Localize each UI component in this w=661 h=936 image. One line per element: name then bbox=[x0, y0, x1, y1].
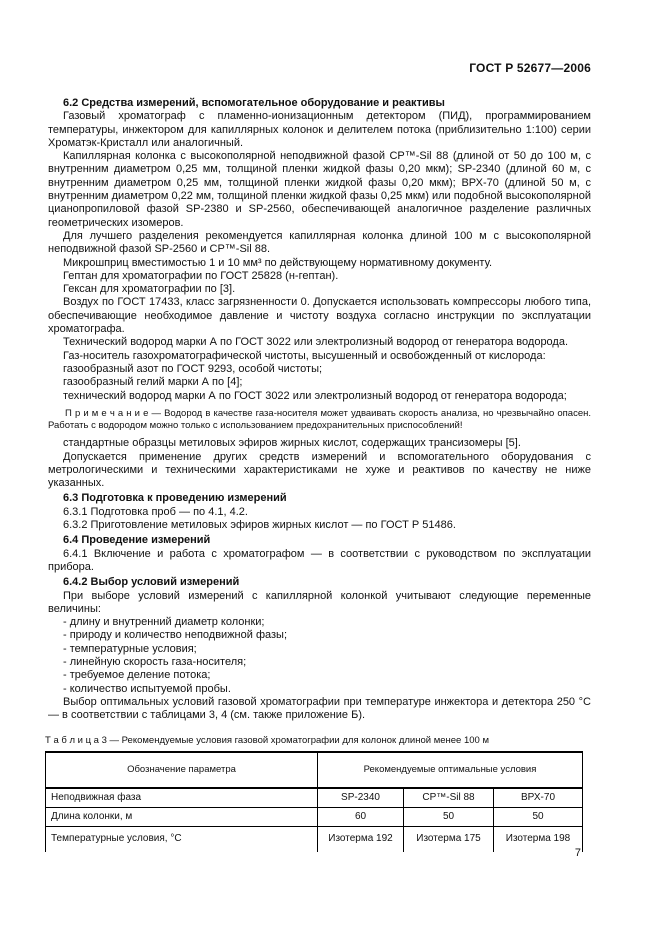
table-cell-value: 60 bbox=[318, 807, 404, 826]
paragraph: стандартные образцы метиловых эфиров жирных кислот, содержащих трансизомеры [5]. bbox=[63, 437, 521, 450]
page-number: 7 bbox=[574, 847, 581, 859]
paragraph: Для лучшего разделения рекомендуется капиллярная колонка длиной 100 м с высокополярной неподвижной фазой SP-2560 и CP™-Sil 88. bbox=[48, 229, 591, 256]
table-cell-value: 50 bbox=[404, 807, 494, 826]
list-item: - температурные условия; bbox=[63, 642, 197, 655]
list-item: - длину и внутренний диаметр колонки; bbox=[63, 616, 265, 629]
table-3-block bbox=[45, 735, 582, 852]
paragraph: При выборе условий измерений с капиллярной колонкой учитывают следующие переменные величины: bbox=[48, 589, 591, 615]
section-heading-6-2: 6.2 Средства измерений, вспомогательное оборудование и реактивы bbox=[63, 97, 445, 109]
paragraph: Гексан для хроматографии по [3]. bbox=[63, 283, 236, 296]
table-header-cell-parameter: Обозначение параметра bbox=[46, 752, 318, 788]
paragraph: Воздух по ГОСТ 17433, класс загрязненности 0. Допускается использовать компрессоры любого типа, обеспечивающие необходимое давление и чистоту воздуха согласно инструкции по эксплуатации хроматографа. bbox=[48, 296, 591, 336]
table-cell-value: Изотерма 175 bbox=[404, 826, 494, 852]
section-heading-6-4: 6.4 Проведение измерений bbox=[63, 534, 211, 547]
paragraph: технический водород марки А по ГОСТ 3022 или электролизный водород от генератора водорода; bbox=[63, 389, 567, 402]
table-cell-param: Неподвижная фаза bbox=[46, 788, 318, 807]
table-cell-value: Изотерма 198 bbox=[494, 826, 583, 852]
table-cell-value: 50 bbox=[494, 807, 583, 826]
section-heading-6-3: 6.3 Подготовка к проведению измерений bbox=[63, 492, 287, 505]
paragraph: Газовый хроматограф с пламенно-ионизационным детектором (ПИД), программированием температуры, инжектором для капиллярных колонок и делителем потока (приблизительно 1:100) серии Хроматэк-Кристалл или аналогичный. bbox=[48, 110, 591, 149]
doc-body bbox=[45, 95, 591, 852]
paragraph: газообразный гелий марки А по [4]; bbox=[63, 376, 243, 389]
table-row-stationary-phase bbox=[46, 788, 583, 807]
note-hydrogen-warning: П р и м е ч а н и е — Водород в качестве газа-носителя может удваивать скорость анализа, но чрезвычайно опасен. Работать с водородом можно только с использованием предохранительных приспособлений! bbox=[48, 407, 591, 432]
table-header-row bbox=[46, 752, 583, 788]
table-cell-value: Изотерма 192 bbox=[318, 826, 404, 852]
paragraph: Микрошприц вместимостью 1 и 10 мм³ по действующему нормативному документу. bbox=[63, 256, 493, 269]
list-item: - линейную скорость газа-носителя; bbox=[63, 655, 247, 668]
paragraph: Выбор оптимальных условий газовой хроматографии при температуре инжектора и детектора 250 °С — в соответствии с таблицами 3, 4 (см. также приложение Б). bbox=[48, 695, 591, 722]
list-item: - требуемое деление потока; bbox=[63, 669, 211, 682]
table-caption: Т а б л и ц а 3 — Рекомендуемые условия газовой хроматографии для колонок длиной менее 100 м bbox=[45, 735, 489, 747]
list-item: - природу и количество неподвижной фазы; bbox=[63, 629, 287, 642]
paragraph: 6.4.1 Включение и работа с хроматографом — в соответствии с руководством по эксплуатации прибора. bbox=[48, 547, 591, 573]
paragraph: газообразный азот по ГОСТ 9293, особой чистоты; bbox=[63, 362, 323, 375]
paragraph: Капиллярная колонка с высокополярной неподвижной фазой CP™-Sil 88 (длиной от 50 до 100 м, с внутренним диаметром 0,25 мм, толщиной пленки жидкой фазы 0,20 мкм); SP-2340 (длиной 60 м, с внутренним диаметром 0,25 мм, толщиной пленки жидкой фазы 0,20 мкм); ВРХ-70 (длиной 50 м, с внутренним диаметром 0,22 мм, толщиной пленки жидкой фазы 0,25 мкм) или подобной высокополярной цианопропиловой фазой SP-2380 и SP-2560, обеспечивающей аналогичное разделение различных геометрических изомеров. bbox=[48, 150, 591, 229]
paragraph: Технический водород марки А по ГОСТ 3022 или электролизный водород от генератора водорода. bbox=[63, 336, 569, 349]
paragraph: Гептан для хроматографии по ГОСТ 25828 (н-гептан). bbox=[63, 269, 339, 282]
table-cell-param: Температурные условия, °С bbox=[46, 826, 318, 852]
table-cell-param: Длина колонки, м bbox=[46, 807, 318, 826]
table-header-cell-conditions: Рекомендуемые оптимальные условия bbox=[318, 752, 583, 788]
paragraph: Газ-носитель газохроматографической чистоты, высушенный и освобожденный от кислорода: bbox=[63, 349, 546, 362]
paragraph: Допускается применение других средств измерений и вспомогательного оборудования с метрологическими и техническими характеристиками не хуже и реактивов по качеству не ниже указанных. bbox=[48, 450, 591, 490]
table-cell-value: SP-2340 bbox=[318, 788, 404, 807]
table-row-column-length bbox=[46, 807, 583, 826]
paragraph: 6.3.1 Подготовка проб — по 4.1, 4.2. bbox=[63, 505, 248, 518]
doc-header-standard-number: ГОСТ Р 52677—2006 bbox=[469, 61, 591, 75]
paragraph: 6.3.2 Приготовление метиловых эфиров жирных кислот — по ГОСТ Р 51486. bbox=[63, 519, 456, 532]
table-cell-value: ВРХ-70 bbox=[494, 788, 583, 807]
table-cell-value: CP™-Sil 88 bbox=[404, 788, 494, 807]
conditions-table bbox=[45, 751, 583, 852]
list-item: - количество испытуемой пробы. bbox=[63, 682, 231, 695]
section-heading-6-4-2: 6.4.2 Выбор условий измерений bbox=[63, 576, 240, 589]
